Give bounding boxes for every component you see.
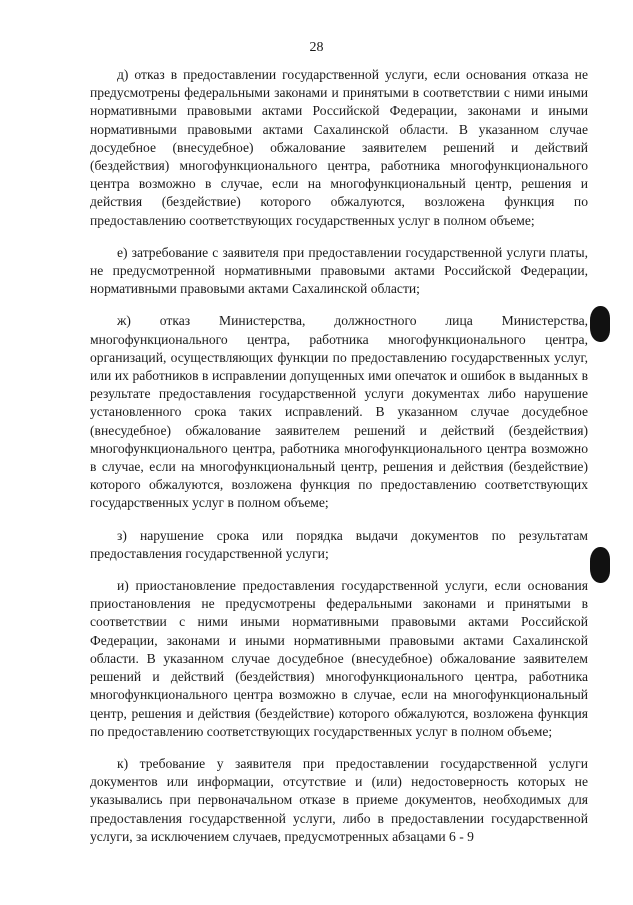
document-body xyxy=(90,66,588,860)
paragraph-k: к) требование у заявителя при предоставлении государственной услуги документов или информации, отсутствие и (или) недостоверность которых не указывались при первоначальном отказе в приеме документов, необходимых для предоставления государственной услуги, либо в предоставлении государственной услуги, за исключением случаев, предусмотренных абзацами 6 - 9 xyxy=(90,755,588,844)
binder-hole-mark-middle xyxy=(590,547,610,583)
paragraph-e: е) затребование с заявителя при предоставлении государственной услуги платы, не предусмотренной нормативными правовыми актами Российской Федерации, нормативными правовыми актами Сахалинской области; xyxy=(90,244,588,297)
paragraph-i: и) приостановление предоставления государственной услуги, если основания приостановления не предусмотрены федеральными законами и принятыми в соответствии с ними иными нормативными правовыми актами Российской Федерации, законами и иными нормативными правовыми актами Сахалинской области. В указанном случае досудебное (внесудебное) обжалование заявителем решений и действий (бездействия) многофункционального центра, работника многофункционального центра возможно в случае, если на многофункциональный центр, решения и действия (бездействие) которого обжалуются, возложена функция по предоставлению соответствующих государственных услуг в полном объеме; xyxy=(90,578,588,739)
paragraph-zh: ж) отказ Министерства, должностного лица Министерства, многофункционального центра, работника многофункционального центра, организаций, осуществляющих функции по предоставлению государственных услуг, или их работников в исправлении допущенных ими опечаток и ошибок в выданных в результате предоставления государственной услуги документах либо нарушение установленного срока таких исправлений. В указанном случае досудебное (внесудебное) обжалование заявителем решений и действий (бездействия) многофункционального центра, работника многофункционального центра возможно в случае, если на многофункциональный центр, решения и действия (бездействие) которого обжалуются, возложена функция по предоставлению соответствующих государственных услуг в полном объеме; xyxy=(90,313,588,511)
binder-hole-mark-top xyxy=(590,306,610,342)
paragraph-d: д) отказ в предоставлении государственной услуги, если основания отказа не предусмотрены федеральными законами и принятыми в соответствии с ними иными нормативными правовыми актами Российской Федерации, законами и иными нормативными правовыми актами Сахалинской области. В указанном случае досудебное (внесудебное) обжалование заявителем решений и действий (бездействия) многофункционального центра, работника многофункционального центра возможно в случае, если на многофункциональный центр, решения и действия (бездействие) которого обжалуются, возложена функция по предоставлению соответствующих государственных услуг в полном объеме; xyxy=(90,67,588,228)
page-number: 28 xyxy=(309,40,324,55)
paragraph-z: з) нарушение срока или порядка выдачи документов по результатам предоставления государственной услуги; xyxy=(90,527,588,561)
